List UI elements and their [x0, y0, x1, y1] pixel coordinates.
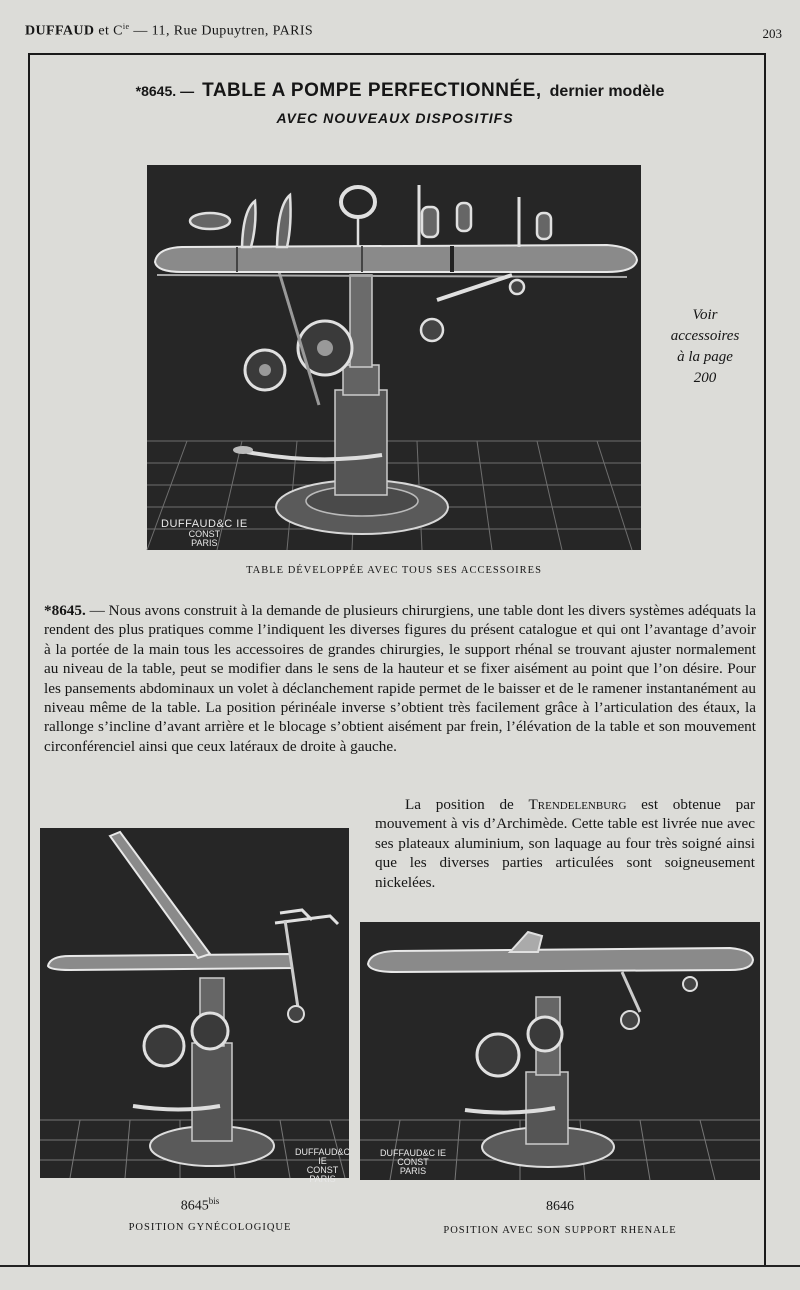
page-subtitle: AVEC NOUVEAUX DISPOSITIFS: [276, 110, 514, 126]
description-paragraph: [44, 601, 756, 756]
operating-table-illustration: [147, 165, 641, 550]
maker-mark-line2: CONST: [397, 1157, 429, 1167]
maker-mark: [161, 518, 248, 548]
page-bottom-rule: [0, 1265, 800, 1267]
paragraph-text: — Nous avons construit à la demande de plusieurs chirurgiens, une table dont les divers systèmes adéquats la rendent des plus pratiques comme l’indiquent les diverses figures du présent catalogue et qui ont l’avantage d’avoir à la portée de la main tous les accessoires de grandes chirurgies, le support rhénal se trouvant ajuster normalement au niveau de la table, peut se modifier dans le sens de la hauteur et se fixer aisément au point que l’on désire. Pour les pansements abdominaux un volet à déclanchement rapide permet de le baisser et de le ramener instantanément au niveau même de la table. La position périnéale inverse s’obtient très facilement grâce à l’articulation des étaux, la rallonge s’incline d’avant arrière et le blocage s’obtient aisément par frein, l’élévation de la table et son mouvement circonférenciel ainsi que ceux latéraux de droite à gauche.: [44, 602, 756, 755]
maker-mark: [380, 1149, 446, 1176]
figure-left-number-value: 8645: [180, 1198, 209, 1214]
figure-right-number: 8646: [546, 1199, 574, 1214]
side-note-line3: à la page: [677, 349, 733, 365]
gynecological-table-illustration: [40, 828, 349, 1178]
firm-name-rest: et C: [98, 23, 123, 39]
side-note-line4: 200: [693, 370, 717, 386]
maker-mark-line1: DUFFAUD&C IE: [295, 1147, 351, 1166]
maker-mark-line1: DUFFAUD&C IE: [161, 518, 248, 530]
title-dash: —: [180, 83, 195, 99]
table-wheels: [245, 265, 352, 405]
renal-support-table-illustration: [360, 922, 760, 1180]
main-photo: [147, 165, 641, 550]
paragraph2-after: est obtenue par mouvement à vis d’Archimède. Cette table est livrée nue avec ses plateaux aluminium, son laquage au four très soigné ainsi que les diverses parties articulées sont soigneusement nickelées.: [375, 796, 755, 891]
maker-mark-line2: CONST: [188, 529, 221, 539]
figure-left-caption: POSITION GYNÉCOLOGIQUE: [128, 1222, 292, 1233]
maker-mark-line3: PARIS: [399, 1166, 427, 1176]
figure-left-number-suffix: bis: [208, 1196, 220, 1206]
title-main: TABLE A POMPE PERFECTIONNÉE,: [202, 80, 542, 101]
renal-support-position-photo: [360, 922, 760, 1180]
side-note-line1: Voir: [692, 307, 718, 323]
paragraph2-before: La position de: [405, 796, 529, 813]
side-note: [650, 305, 760, 389]
gynecological-position-photo: [40, 828, 351, 1184]
maker-mark: [295, 1148, 350, 1184]
maker-mark-line3: PARIS: [191, 538, 218, 548]
firm-name: DUFFAUD: [25, 23, 95, 39]
page-header: [25, 22, 313, 40]
maker-mark-line2: CONST: [306, 1165, 339, 1175]
maker-mark-line1: DUFFAUD&C IE: [380, 1148, 447, 1158]
table-base: [233, 275, 448, 534]
figure-left-number: [100, 1196, 300, 1215]
title-suffix: dernier modèle: [549, 83, 665, 100]
firm-name-ie: ie: [122, 22, 130, 31]
trendelenburg-name: Trendelenburg: [528, 796, 627, 813]
figure-right-caption: POSITION AVEC SON SUPPORT RHENALE: [443, 1225, 677, 1236]
paragraph-ref: *8645.: [44, 602, 86, 619]
maker-mark-line3: PARIS: [309, 1174, 336, 1184]
page-number: 203: [762, 26, 782, 41]
main-figure-caption: TABLE DÉVELOPPÉE AVEC TOUS SES ACCESSOIRES: [246, 565, 542, 576]
page-title: [0, 80, 800, 102]
table-top: [155, 245, 637, 277]
trendelenburg-paragraph: [375, 795, 755, 892]
title-ref-number: *8645.: [135, 83, 177, 99]
side-note-line2: accessoires: [670, 328, 740, 344]
firm-address: — 11, Rue Dupuytren, PARIS: [133, 23, 314, 39]
